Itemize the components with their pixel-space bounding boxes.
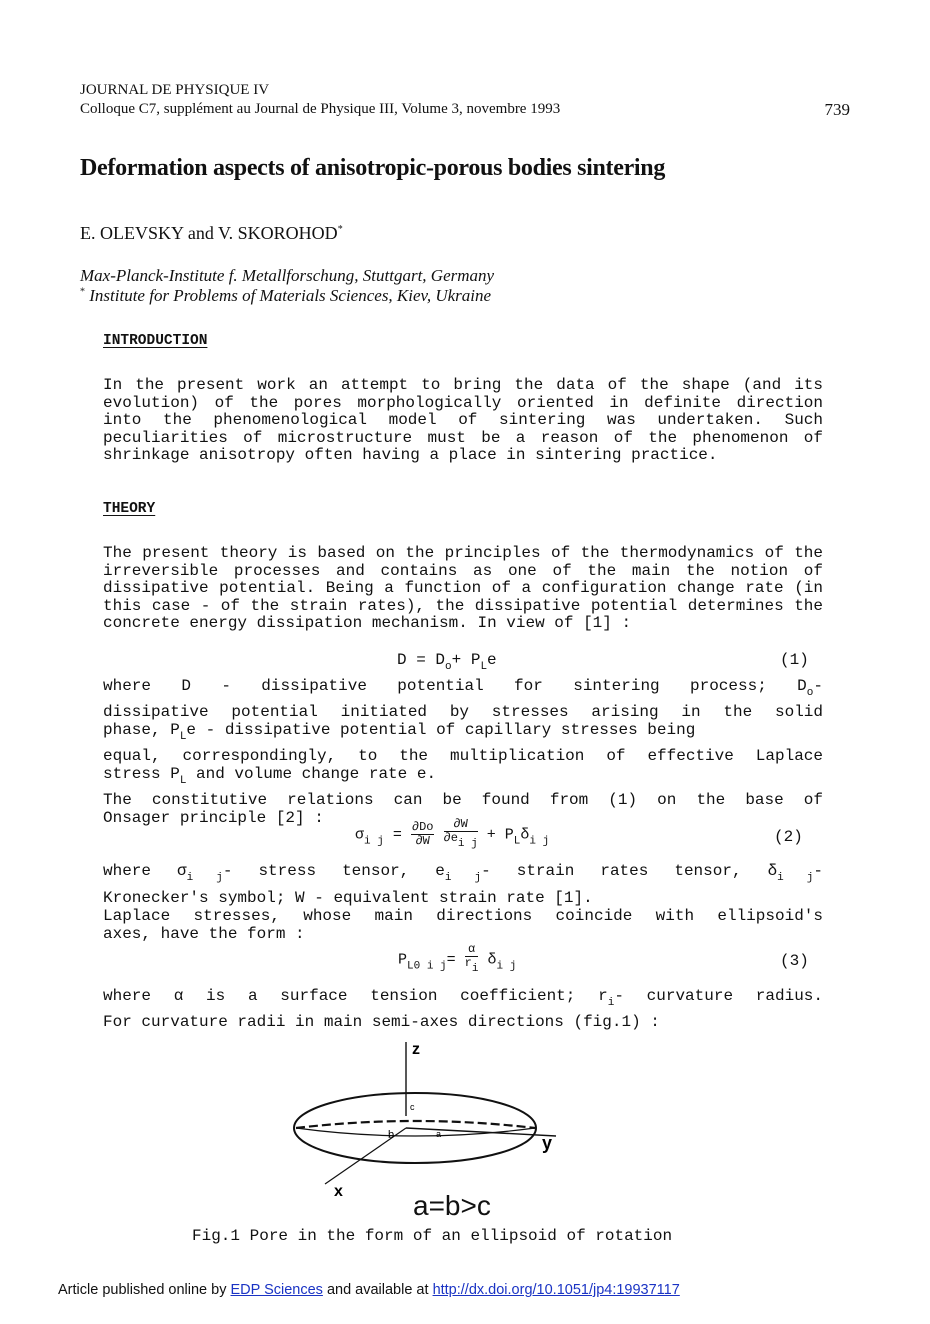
equation-1: $D = D_o+ P_Le$: [397, 651, 497, 673]
doi-link[interactable]: http://dx.doi.org/10.1051/jp4:19937117: [432, 1282, 680, 1298]
z-label: z: [412, 1041, 420, 1058]
journal-name: JOURNAL DE PHYSIQUE IV: [80, 82, 270, 98]
laplace-line-2: axes, have the form :: [103, 925, 305, 943]
a-label: a: [436, 1129, 442, 1139]
page-number: 739: [824, 100, 850, 119]
y-label: y: [542, 1133, 553, 1153]
ellipsoid-figure: [280, 1036, 580, 1214]
equation-3: $P_{L0 i j}=$ $\frac{\alpha}{r_i}$ $\delta_{i j}$: [398, 942, 517, 975]
affiliation-1: Max-Planck-Institute f. Metallforschung, Stuttgart, Germany: [80, 266, 495, 285]
affiliation-2-text: Institute for Problems of Materials Sciences, Kiev, Ukraine: [89, 286, 492, 305]
authors: [80, 223, 343, 244]
theory-heading: THEORY: [103, 501, 156, 517]
where-line-1: where D - dissipative potential for sintering process; $D_o-$: [103, 677, 823, 699]
equation-2-number: (2): [774, 828, 803, 846]
introduction-paragraph: In the present work an attempt to bring the data of the shape (and its evolution) of the pores morphologically oriented in definite direction into the phenomenological model of sintering was undertaken. Such peculiarities of microstructure must be a reason of the phenomenon of shrinkage anisotropy often having a place in sintering practice.: [103, 376, 823, 465]
edp-sciences-link[interactable]: EDP Sciences: [230, 1282, 323, 1298]
equator-dashed: [296, 1121, 535, 1128]
constitutive-line-1: The constitutive relations can be found from (1) on the base of: [103, 791, 823, 809]
c-label: c: [410, 1102, 415, 1112]
where-line-5: stress $P_L$ and volume change rate e.: [103, 765, 437, 787]
affiliation-2: [80, 286, 491, 306]
figure-caption: Fig.1 Pore in the form of an ellipsoid of rotation: [192, 1227, 673, 1245]
laplace-line-1: Laplace stresses, whose main directions coincide with ellipsoid's: [103, 907, 823, 925]
paper-title: Deformation aspects of anisotropic-porous bodies sintering: [80, 155, 666, 181]
theory-paragraph: The present theory is based on the principles of the thermodynamics of the irreversible processes and contains as one of the main the notion of dissipative potential. Being a function of a configuration change rate (in this case - of the strain rates), the dissipative potential determines the concrete energy dissipation mechanism. In view of [1] :: [103, 544, 823, 633]
axes-relation: a=b>c: [413, 1190, 491, 1221]
affiliation-mark: *: [80, 286, 85, 298]
where3-line: where α is a surface tension coefficient; $r_i-$ curvature radius.: [103, 987, 823, 1009]
where-line-2: dissipative potential initiated by stresses arising in the solid: [103, 703, 823, 721]
constitutive-line-2: Onsager principle [2] :: [103, 809, 324, 827]
b-label: b: [388, 1129, 395, 1141]
colloque-info: Colloque C7, supplément au Journal de Physique III, Volume 3, novembre 1993: [80, 101, 561, 117]
introduction-heading: INTRODUCTION: [103, 333, 208, 349]
author-footnote-mark: *: [337, 224, 343, 235]
fraction-dDo-dW: $\frac{\partial Do}{\partial W}$: [411, 820, 434, 848]
fraction-alpha-ri: $\frac{\alpha}{r_i}$: [464, 942, 479, 975]
y-axis: [406, 1128, 556, 1136]
equation-2: $\sigma_{i j}$ = $\frac{\partial Do}{\partial W}$ $\frac{\partial W}{\partial e_{i j}}$ + $P_L\delta_{i j}$: [355, 817, 550, 850]
author-names: E. OLEVSKY and V. SKOROHOD: [80, 223, 338, 243]
where-line-4: equal, correspondingly, to the multiplication of effective Laplace: [103, 747, 823, 765]
equation-3-number: (3): [780, 952, 809, 970]
where2-line-1: where $\sigma_{i j}-$ stress tensor, $e_{i j}-$ strain rates tensor, $\delta_{i j}-$: [103, 862, 823, 884]
where-line-3: phase, $P_Le$ - dissipative potential of capillary stresses being: [103, 721, 696, 743]
x-label: x: [334, 1183, 343, 1200]
footer-note: Article published online by EDP Sciences and available at http://dx.doi.org/10.1051/jp4:19937117: [58, 1282, 680, 1298]
where2-line-2: Kronecker's symbol; W - equivalent strain rate [1].: [103, 889, 593, 907]
equation-1-number: (1): [780, 651, 809, 669]
curvature-line: For curvature radii in main semi-axes directions (fig.1) :: [103, 1013, 660, 1031]
fraction-dW-deij: $\frac{\partial W}{\partial e_{i j}}$: [443, 817, 478, 850]
